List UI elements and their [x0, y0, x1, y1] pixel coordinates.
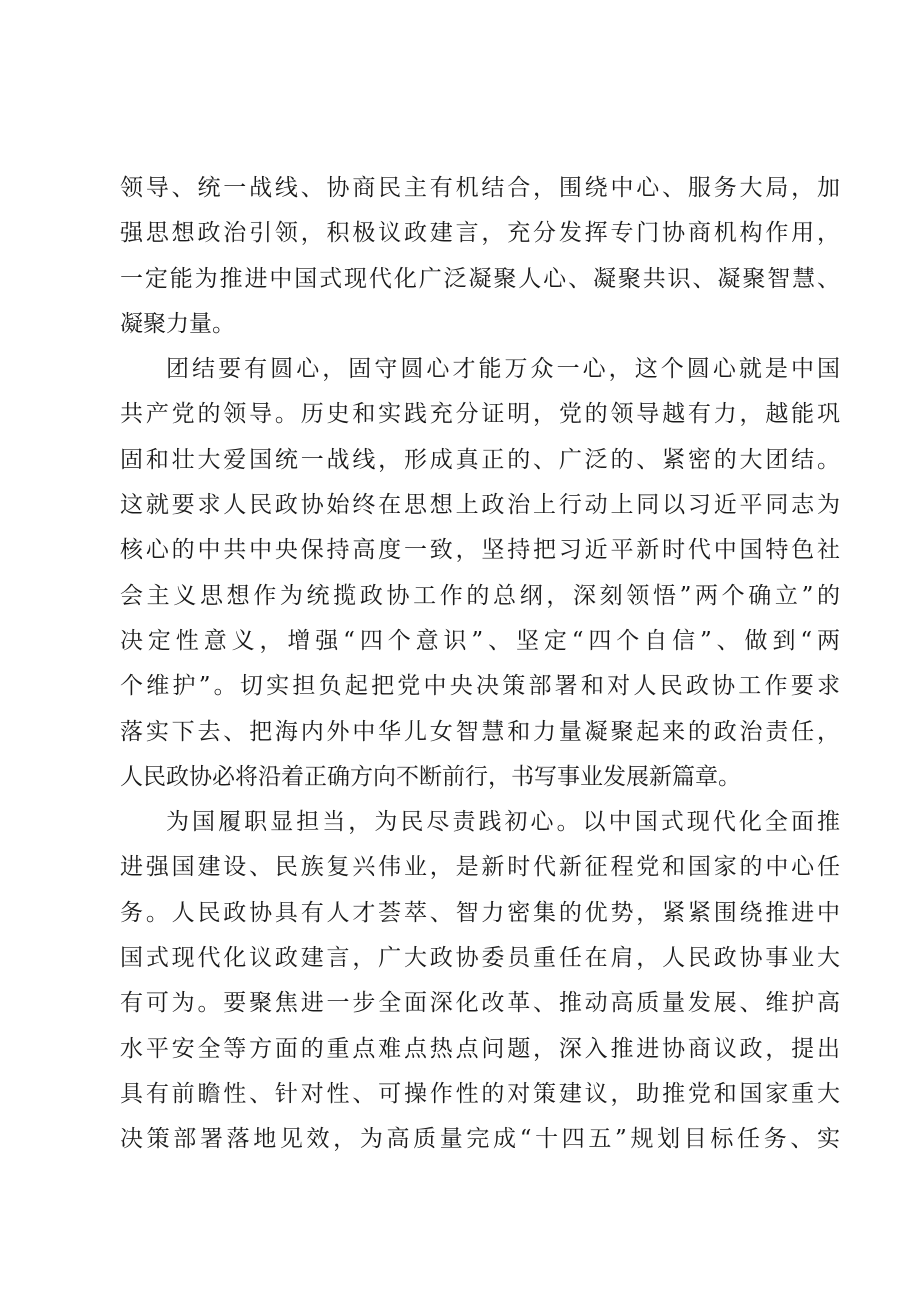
text-line: 共产党的领导。历史和实践充分证明，党的领导越有力，越能巩: [120, 401, 840, 428]
text-line: 核心的中共中央保持高度一致，坚持把习近平新时代中国特色社: [120, 537, 840, 564]
text-line: 为国履职显担当，为民尽责践初心。以中国式现代化全面推: [166, 809, 840, 836]
text-line: 这就要求人民政协始终在思想上政治上行动上同以习近平同志为: [120, 492, 840, 519]
paragraph-3: [120, 800, 840, 1162]
paragraph-2: [120, 347, 840, 800]
text-line: 决定性意义，增强“四个意识”、坚定“四个自信”、做到“两: [120, 627, 840, 654]
text-line: 个维护”。切实担负起把党中央决策部署和对人民政协工作要求: [120, 673, 840, 700]
text-line: 水平安全等方面的重点难点热点问题，深入推进协商议政，提出: [120, 1035, 840, 1062]
text-line: 进强国建设、民族复兴伟业，是新时代新征程党和国家的中心任: [120, 854, 840, 881]
text-line: 会主义思想作为统揽政协工作的总纲，深刻领悟”两个确立”的: [120, 582, 840, 609]
text-line: 强思想政治引领，积极议政建言，充分发挥专门协商机构作用，: [120, 220, 840, 247]
text-line: 务。人民政协具有人才荟萃、智力密集的优势，紧紧围绕推进中: [120, 899, 840, 926]
text-line: 凝聚力量。: [120, 310, 235, 337]
text-line: 领导、统一战线、协商民主有机结合，围绕中心、服务大局，加: [120, 175, 840, 201]
text-line: 固和壮大爱国统一战线，形成真正的、广泛的、紧密的大团结。: [120, 446, 840, 473]
text-line: 国式现代化议政建言，广大政协委员重任在肩，人民政协事业大: [120, 945, 840, 972]
text-line: 团结要有圆心，固守圆心才能万众一心，这个圆心就是中国: [166, 356, 840, 383]
text-line: 落实下去、把海内外中华儿女智慧和力量凝聚起来的政治责任，: [120, 718, 840, 745]
text-line: 一定能为推进中国式现代化广泛凝聚人心、凝聚共识、凝聚智慧、: [120, 265, 840, 292]
text-line: 具有前瞻性、针对性、可操作性的对策建议，助推党和国家重大: [120, 1080, 840, 1107]
text-line: 有可为。要聚焦进一步全面深化改革、推动高质量发展、维护高: [120, 990, 840, 1017]
body-text: [120, 166, 840, 1163]
text-line: 决策部署落地见效，为高质量完成“十四五”规划目标任务、实: [120, 1126, 840, 1153]
text-line: 人民政协必将沿着正确方向不断前行，书写事业发展新篇章。: [120, 763, 741, 790]
paragraph-1: [120, 166, 840, 347]
